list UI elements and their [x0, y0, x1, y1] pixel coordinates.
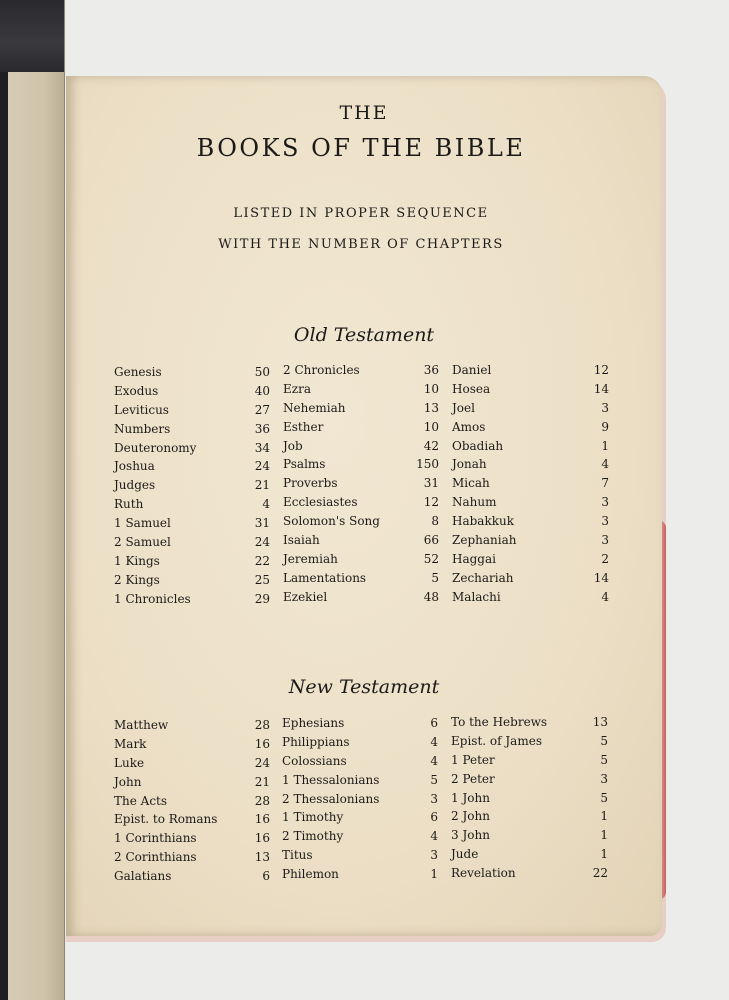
chapter-count: 66 — [423, 533, 439, 548]
book-name: Obadiah — [452, 438, 504, 453]
chapter-count: 50 — [254, 365, 270, 379]
chapter-count: 31 — [254, 516, 270, 531]
chapter-count: 150 — [416, 457, 439, 472]
book-entry — [283, 418, 439, 437]
chapter-count: 5 — [600, 752, 608, 767]
chapter-count: 1 — [430, 867, 438, 882]
book-name: Isaiah — [283, 533, 320, 548]
book-name: Nahum — [452, 495, 497, 510]
book-entry — [283, 361, 439, 380]
book-entry — [282, 827, 438, 846]
book-name: 2 Corinthians — [114, 850, 197, 865]
chapter-count: 28 — [254, 718, 270, 732]
book-entry — [452, 455, 609, 474]
chapter-count: 1 — [600, 828, 608, 843]
book-name: Ezra — [283, 381, 311, 396]
chapter-count: 3 — [430, 848, 438, 863]
book-name: 1 Samuel — [114, 516, 171, 531]
book-name: 1 Peter — [451, 752, 495, 767]
chapter-count: 48 — [423, 589, 439, 604]
chapter-count: 42 — [423, 438, 439, 453]
book-entry — [451, 713, 608, 732]
book-entry — [114, 829, 270, 848]
chapter-count: 14 — [593, 570, 609, 585]
book-entry — [283, 380, 439, 399]
book-name: Zephaniah — [452, 533, 517, 548]
book-name: Genesis — [114, 365, 162, 379]
book-name: Titus — [282, 848, 313, 863]
subtitle-line-2: WITH THE NUMBER OF CHAPTERS — [218, 237, 504, 252]
old-testament-column-3 — [452, 361, 609, 607]
book-entry — [283, 437, 439, 456]
book-entry — [282, 808, 438, 827]
book-entry — [282, 714, 438, 733]
book-name: Micah — [452, 476, 490, 491]
book-entry — [283, 474, 439, 493]
book-entry — [114, 867, 270, 886]
chapter-count: 52 — [423, 551, 439, 566]
book-name: 1 Thessalonians — [282, 772, 380, 787]
book-entry — [451, 732, 608, 751]
book-name: Jeremiah — [283, 551, 338, 566]
book-name: 3 John — [451, 828, 490, 843]
book-name: Esther — [283, 419, 324, 434]
chapter-count: 13 — [423, 400, 439, 415]
book-cover-inside — [0, 0, 65, 1000]
book-entry — [452, 569, 609, 588]
book-entry — [114, 754, 270, 773]
book-name: Leviticus — [114, 402, 169, 417]
chapter-count: 29 — [254, 591, 270, 606]
chapter-count: 16 — [254, 812, 270, 827]
book-name: 2 Kings — [114, 572, 160, 587]
book-name: 2 Samuel — [114, 535, 171, 550]
book-name: Revelation — [451, 866, 516, 881]
book-entry — [114, 401, 270, 420]
book-name: Ruth — [114, 497, 144, 512]
book-name: Haggai — [452, 551, 496, 566]
book-name: Galatians — [114, 869, 172, 884]
book-entry — [452, 437, 609, 456]
chapter-count: 4 — [262, 497, 270, 512]
book-name: Psalms — [283, 457, 326, 472]
chapter-count: 14 — [593, 381, 609, 396]
chapter-count: 6 — [430, 810, 438, 825]
chapter-count: 8 — [431, 514, 439, 529]
book-entry — [114, 514, 270, 533]
book-entry — [114, 590, 270, 609]
chapter-count: 24 — [254, 755, 270, 770]
book-entry — [451, 845, 608, 864]
book-entry — [114, 848, 270, 867]
book-entry — [114, 457, 270, 476]
book-entry — [452, 588, 609, 607]
book-name: Nehemiah — [283, 400, 346, 415]
book-entry — [283, 512, 439, 531]
chapter-count: 3 — [600, 771, 608, 786]
chapter-count: 4 — [601, 457, 609, 472]
book-entry — [283, 399, 439, 418]
book-name: Malachi — [452, 589, 501, 604]
book-name: Habakkuk — [452, 514, 514, 529]
book-entry — [114, 363, 270, 382]
book-name: Judges — [114, 478, 156, 493]
book-name: Job — [283, 438, 303, 453]
book-entry — [114, 439, 270, 458]
book-name: Mark — [114, 736, 147, 751]
subtitle-line-1: LISTED IN PROPER SEQUENCE — [233, 206, 489, 221]
book-name: Daniel — [452, 363, 492, 377]
chapter-count: 5 — [600, 733, 608, 748]
book-name: Epist. of James — [451, 733, 542, 748]
book-entry — [114, 810, 270, 829]
chapter-count: 24 — [254, 535, 270, 550]
old-testament-column-1 — [114, 363, 270, 609]
book-name: Colossians — [282, 753, 347, 768]
chapter-count: 10 — [423, 419, 439, 434]
chapter-count: 28 — [254, 793, 270, 808]
chapter-count: 24 — [254, 459, 270, 474]
book-entry — [283, 493, 439, 512]
book-name: 2 Peter — [451, 771, 495, 786]
book-name: 2 John — [451, 809, 490, 824]
chapter-count: 4 — [430, 734, 438, 749]
new-testament-column-3 — [451, 713, 608, 883]
book-name: Jonah — [452, 457, 487, 472]
book-entry — [283, 531, 439, 550]
book-entry — [282, 865, 438, 884]
chapter-count: 3 — [601, 533, 609, 548]
chapter-count: 1 — [600, 809, 608, 824]
book-entry — [451, 864, 608, 883]
book-entry — [451, 826, 608, 845]
book-entry — [282, 733, 438, 752]
book-name: To the Hebrews — [451, 715, 548, 729]
book-name: 1 John — [451, 790, 490, 805]
book-entry — [452, 399, 609, 418]
chapter-count: 25 — [254, 572, 270, 587]
chapter-count: 34 — [254, 440, 270, 455]
book-entry — [452, 493, 609, 512]
book-name: Joshua — [114, 459, 155, 474]
book-name: Luke — [114, 755, 145, 770]
chapter-count: 22 — [254, 553, 270, 568]
chapter-count: 1 — [600, 847, 608, 862]
chapter-count: 10 — [423, 381, 439, 396]
chapter-count: 3 — [430, 791, 438, 806]
chapter-count: 9 — [601, 419, 609, 434]
cover-spine — [0, 0, 64, 72]
book-entry — [114, 571, 270, 590]
chapter-count: 5 — [600, 790, 608, 805]
chapter-count: 12 — [593, 363, 609, 377]
book-entry — [114, 476, 270, 495]
page-title: BOOKS OF THE BIBLE — [196, 134, 526, 162]
book-entry — [451, 789, 608, 808]
chapter-count: 12 — [423, 495, 439, 510]
book-entry — [282, 790, 438, 809]
book-name: Hosea — [452, 381, 491, 396]
book-name: Ecclesiastes — [283, 495, 358, 510]
book-name: 1 Corinthians — [114, 831, 197, 846]
book-name: Proverbs — [283, 476, 338, 491]
chapter-count: 7 — [601, 476, 609, 491]
book-entry — [452, 531, 609, 550]
chapter-count: 21 — [254, 774, 270, 789]
title-the: THE — [339, 102, 389, 124]
book-name: Deuteronomy — [114, 440, 197, 455]
book-entry — [283, 588, 439, 607]
book-name: Jude — [451, 847, 479, 862]
chapter-count: 3 — [601, 514, 609, 529]
book-name: Lamentations — [283, 570, 367, 585]
book-name: 2 Thessalonians — [282, 791, 380, 806]
book-page — [66, 76, 662, 936]
chapter-count: 36 — [423, 363, 439, 377]
book-entry — [114, 716, 270, 735]
chapter-count: 4 — [601, 589, 609, 604]
new-testament-heading: New Testament — [288, 676, 440, 698]
book-entry — [114, 773, 270, 792]
book-name: Ephesians — [282, 716, 345, 730]
book-name: The Acts — [114, 793, 168, 808]
book-entry — [451, 751, 608, 770]
old-testament-column-2 — [283, 361, 439, 607]
book-name: 1 Timothy — [282, 810, 344, 825]
chapter-count: 4 — [430, 753, 438, 768]
book-name: Zechariah — [452, 570, 514, 585]
book-entry — [114, 552, 270, 571]
book-entry — [452, 361, 609, 380]
chapter-count: 16 — [254, 831, 270, 846]
chapter-count: 40 — [254, 383, 270, 398]
cover-edge — [0, 0, 8, 1000]
book-name: Solomon's Song — [283, 514, 380, 529]
chapter-count: 27 — [254, 402, 270, 417]
chapter-count: 5 — [430, 772, 438, 787]
book-entry — [283, 550, 439, 569]
book-entry — [283, 569, 439, 588]
book-entry — [282, 771, 438, 790]
new-testament-column-1 — [114, 716, 270, 886]
book-entry — [114, 533, 270, 552]
book-entry — [114, 495, 270, 514]
book-name: John — [114, 774, 142, 789]
book-entry — [282, 846, 438, 865]
chapter-count: 31 — [423, 476, 439, 491]
book-name: Epist. to Romans — [114, 812, 218, 827]
chapter-count: 4 — [430, 829, 438, 844]
chapter-count: 36 — [254, 421, 270, 436]
book-name: Philippians — [282, 734, 350, 749]
chapter-count: 6 — [430, 716, 438, 730]
chapter-count: 1 — [601, 438, 609, 453]
chapter-count: 2 — [601, 551, 609, 566]
book-entry — [452, 418, 609, 437]
book-entry — [114, 382, 270, 401]
chapter-count: 13 — [592, 715, 608, 729]
book-entry — [114, 420, 270, 439]
book-entry — [452, 512, 609, 531]
book-name: Joel — [452, 400, 475, 415]
chapter-count: 5 — [431, 570, 439, 585]
chapter-count: 3 — [601, 495, 609, 510]
book-entry — [451, 770, 608, 789]
book-name: Amos — [452, 419, 486, 434]
chapter-count: 6 — [262, 869, 270, 884]
book-entry — [451, 807, 608, 826]
book-name: 2 Timothy — [282, 829, 344, 844]
chapter-count: 3 — [601, 400, 609, 415]
book-name: Ezekiel — [283, 589, 328, 604]
book-entry — [452, 474, 609, 493]
old-testament-heading: Old Testament — [293, 324, 435, 346]
new-testament-column-2 — [282, 714, 438, 884]
book-entry — [114, 792, 270, 811]
chapter-count: 22 — [592, 866, 608, 881]
chapter-count: 16 — [254, 736, 270, 751]
book-name: Philemon — [282, 867, 339, 882]
chapter-count: 21 — [254, 478, 270, 493]
chapter-count: 13 — [254, 850, 270, 865]
book-entry — [114, 735, 270, 754]
book-name: 1 Chronicles — [114, 591, 191, 606]
book-name: 1 Kings — [114, 553, 160, 568]
book-name: 2 Chronicles — [283, 363, 360, 377]
book-name: Numbers — [114, 421, 171, 436]
book-name: Exodus — [114, 383, 159, 398]
book-entry — [283, 455, 439, 474]
book-name: Matthew — [114, 718, 169, 732]
book-entry — [282, 752, 438, 771]
book-entry — [452, 550, 609, 569]
book-entry — [452, 380, 609, 399]
